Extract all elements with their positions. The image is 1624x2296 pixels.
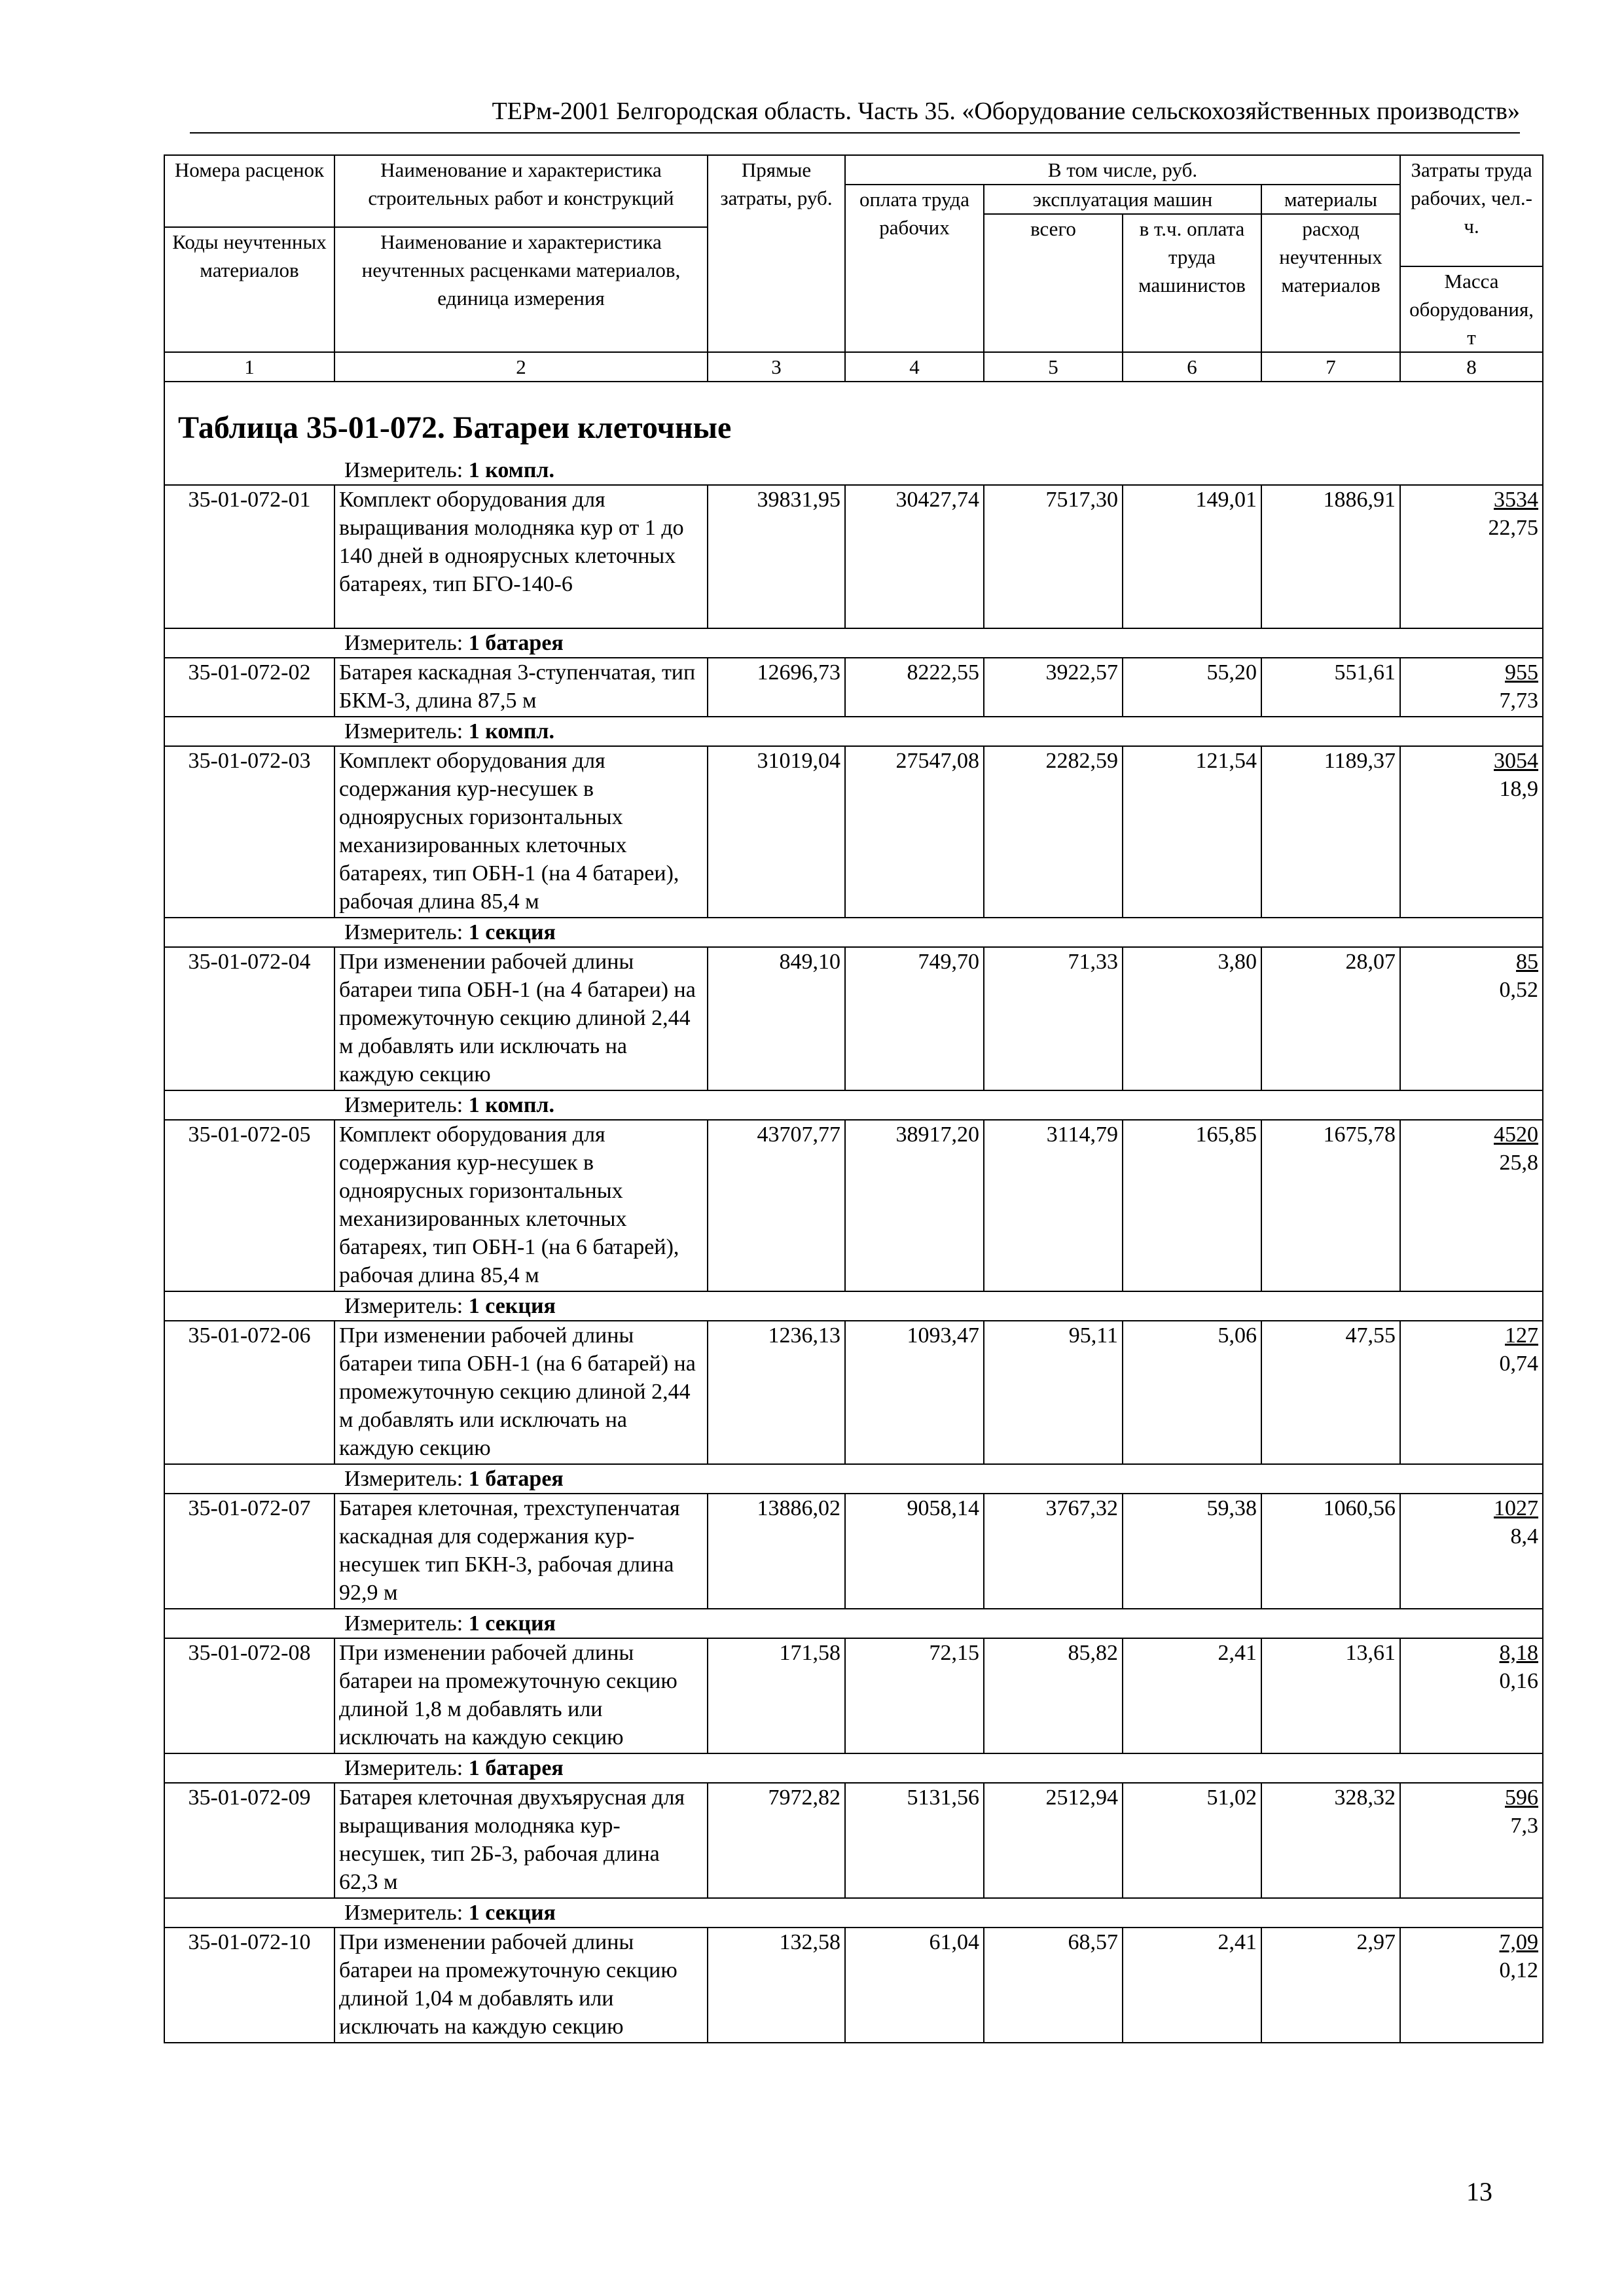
measure-unit: 1 компл. — [468, 1093, 555, 1117]
materials-cost: 1675,78 — [1261, 1120, 1400, 1291]
rate-code: 35-01-072-09 — [164, 1783, 334, 1898]
materials-cost: 1886,91 — [1261, 485, 1400, 628]
measure-unit: 1 секция — [468, 920, 556, 944]
rate-code: 35-01-072-02 — [164, 658, 334, 717]
direct-costs: 849,10 — [708, 947, 845, 1090]
rate-code: 35-01-072-06 — [164, 1321, 334, 1464]
rate-name: Комплект оборудования для содержания кур-несушек в одноярусных горизонтальных механизированных клеточных батареях, тип ОБН-1 (на 4 батареи), рабочая длина 85,4 м — [334, 746, 708, 918]
labor-hours: 4520 — [1494, 1122, 1539, 1147]
table-row — [164, 1928, 1543, 2043]
machine-labor-cost: 149,01 — [1123, 485, 1261, 628]
equipment-mass: 22,75 — [1488, 516, 1539, 540]
equipment-mass: 0,52 — [1499, 978, 1539, 1002]
labor-cost: 1093,47 — [845, 1321, 984, 1464]
labor-cost: 8222,55 — [845, 658, 984, 717]
materials-cost: 28,07 — [1261, 947, 1400, 1090]
measure-row — [164, 1090, 1543, 1120]
rate-code: 35-01-072-10 — [164, 1928, 334, 2043]
rate-code: 35-01-072-07 — [164, 1494, 334, 1609]
col-number: 8 — [1400, 352, 1543, 382]
table-row — [164, 1638, 1543, 1753]
labor-hours: 127 — [1505, 1323, 1539, 1348]
labor-hours: 7,09 — [1499, 1930, 1539, 1954]
machine-cost: 71,33 — [984, 947, 1123, 1090]
direct-costs: 12696,73 — [708, 658, 845, 717]
equipment-mass: 25,8 — [1499, 1151, 1539, 1175]
col-group-mach-header: эксплуатация машин — [1032, 188, 1213, 211]
rate-code: 35-01-072-08 — [164, 1638, 334, 1753]
measure-label: Измеритель: — [344, 631, 463, 655]
equipment-mass: 0,16 — [1499, 1669, 1539, 1693]
labor-cost: 9058,14 — [845, 1494, 984, 1609]
col-number: 6 — [1123, 352, 1261, 382]
rates-table — [164, 154, 1543, 2043]
labor-hours: 1027 — [1494, 1496, 1539, 1520]
col-mach-total-header: всего — [1030, 217, 1076, 240]
table-row — [164, 1321, 1543, 1464]
measure-label: Измеритель: — [344, 1611, 463, 1636]
equipment-mass: 7,3 — [1510, 1814, 1539, 1838]
machine-labor-cost: 59,38 — [1123, 1494, 1261, 1609]
col-mat-name-header: Наименование и характеристика неучтенных расценками материалов, единица измерения — [361, 230, 681, 310]
labor-cost: 30427,74 — [845, 485, 984, 628]
measure-row — [164, 1291, 1543, 1321]
table-row — [164, 1494, 1543, 1609]
col-number: 3 — [708, 352, 845, 382]
direct-costs: 1236,13 — [708, 1321, 845, 1464]
col-number: 4 — [845, 352, 984, 382]
measure-row — [164, 456, 1543, 485]
measure-unit: 1 батарея — [468, 1467, 564, 1491]
materials-cost: 13,61 — [1261, 1638, 1400, 1753]
col-materials-header: расход неучтенных материалов — [1279, 217, 1382, 296]
measure-unit: 1 батарея — [468, 631, 564, 655]
direct-costs: 132,58 — [708, 1928, 845, 2043]
direct-costs: 31019,04 — [708, 746, 845, 918]
rate-name: Батарея клеточная, трехступенчатая каскадная для содержания кур-несушек тип БКН-3, рабочая длина 92,9 м — [334, 1494, 708, 1609]
machine-labor-cost: 2,41 — [1123, 1928, 1261, 2043]
table-row — [164, 947, 1543, 1090]
machine-cost: 3114,79 — [984, 1120, 1123, 1291]
rate-name: При изменении рабочей длины батареи типа ОБН-1 (на 4 батареи) на промежуточную секцию длиной 2,44 м добавлять или исключать на каждую секцию — [334, 947, 708, 1090]
measure-label: Измеритель: — [344, 1756, 463, 1780]
col-mass-header: Масса оборудования, т — [1409, 270, 1534, 349]
rate-code: 35-01-072-04 — [164, 947, 334, 1090]
rate-name: При изменении рабочей длины батареи на промежуточную секцию длиной 1,04 м добавлять или исключать на каждую секцию — [334, 1928, 708, 2043]
measure-row — [164, 1464, 1543, 1494]
machine-cost: 2512,94 — [984, 1783, 1123, 1898]
col-mat-codes-header: Коды неучтенных материалов — [172, 230, 327, 281]
col-labor-hours-header: Затраты труда рабочих, чел.-ч. — [1411, 158, 1532, 238]
direct-costs: 7972,82 — [708, 1783, 845, 1898]
direct-costs: 39831,95 — [708, 485, 845, 628]
machine-labor-cost: 5,06 — [1123, 1321, 1261, 1464]
machine-cost: 3922,57 — [984, 658, 1123, 717]
machine-labor-cost: 3,80 — [1123, 947, 1261, 1090]
machine-labor-cost: 51,02 — [1123, 1783, 1261, 1898]
materials-cost: 328,32 — [1261, 1783, 1400, 1898]
col-number: 1 — [164, 352, 334, 382]
table-row — [164, 1783, 1543, 1898]
rate-name: Комплект оборудования для содержания кур-несушек в одноярусных горизонтальных механизированных клеточных батареях, тип ОБН-1 (на 6 батарей), рабочая длина 85,4 м — [334, 1120, 708, 1291]
col-number: 5 — [984, 352, 1123, 382]
table-row — [164, 746, 1543, 918]
rate-name: Батарея клеточная двухъярусная для выращивания молодняка кур-несушек, тип 2Б-3, рабочая длина 62,3 м — [334, 1783, 708, 1898]
page-number: 13 — [1466, 2177, 1492, 2206]
rate-code: 35-01-072-03 — [164, 746, 334, 918]
labor-hours: 85 — [1516, 950, 1539, 974]
equipment-mass: 0,74 — [1499, 1352, 1539, 1376]
col-number: 2 — [334, 352, 708, 382]
measure-label: Измеритель: — [344, 458, 463, 482]
measure-label: Измеритель: — [344, 1467, 463, 1491]
measure-row — [164, 1753, 1543, 1783]
machine-labor-cost: 2,41 — [1123, 1638, 1261, 1753]
labor-hours: 3534 — [1494, 488, 1539, 512]
labor-hours: 3054 — [1494, 749, 1539, 773]
materials-cost: 551,61 — [1261, 658, 1400, 717]
measure-unit: 1 компл. — [468, 458, 555, 482]
col-direct-header: Прямые затраты, руб. — [720, 158, 833, 209]
labor-hours: 596 — [1505, 1785, 1539, 1810]
measure-label: Измеритель: — [344, 719, 463, 744]
materials-cost: 47,55 — [1261, 1321, 1400, 1464]
measure-row — [164, 628, 1543, 658]
header-rule — [190, 132, 1520, 134]
col-group-incl-header: В том числе, руб. — [1047, 158, 1198, 181]
machine-cost: 68,57 — [984, 1928, 1123, 2043]
measure-unit: 1 батарея — [468, 1756, 564, 1780]
labor-cost: 27547,08 — [845, 746, 984, 918]
col-name-header: Наименование и характеристика строительных работ и конструкций — [368, 158, 674, 209]
measure-label: Измеритель: — [344, 1901, 463, 1925]
measure-unit: 1 секция — [468, 1901, 556, 1925]
equipment-mass: 18,9 — [1499, 777, 1539, 801]
labor-cost: 5131,56 — [845, 1783, 984, 1898]
col-codes-header: Номера расценок — [174, 158, 325, 181]
labor-cost: 38917,20 — [845, 1120, 984, 1291]
measure-row — [164, 1898, 1543, 1928]
measure-row — [164, 1609, 1543, 1638]
measure-unit: 1 компл. — [468, 719, 555, 744]
table-row — [164, 658, 1543, 717]
labor-hours: 955 — [1505, 660, 1539, 685]
rate-name: При изменении рабочей длины батареи типа ОБН-1 (на 6 батарей) на промежуточную секцию длиной 2,44 м добавлять или исключать на каждую секцию — [334, 1321, 708, 1464]
direct-costs: 171,58 — [708, 1638, 845, 1753]
labor-cost: 61,04 — [845, 1928, 984, 2043]
direct-costs: 43707,77 — [708, 1120, 845, 1291]
measure-label: Измеритель: — [344, 1093, 463, 1117]
col-labor-header: оплата труда рабочих — [859, 188, 970, 239]
col-group-mat-header: материалы — [1284, 188, 1378, 211]
direct-costs: 13886,02 — [708, 1494, 845, 1609]
measure-label: Измеритель: — [344, 920, 463, 944]
measure-unit: 1 секция — [468, 1294, 556, 1318]
machine-labor-cost: 121,54 — [1123, 746, 1261, 918]
equipment-mass: 8,4 — [1510, 1524, 1539, 1549]
rate-name: При изменении рабочей длины батареи на промежуточную секцию длиной 1,8 м добавлять или исключать на каждую секцию — [334, 1638, 708, 1753]
equipment-mass: 7,73 — [1499, 689, 1539, 713]
machine-cost: 95,11 — [984, 1321, 1123, 1464]
table-title: Таблица 35-01-072. Батареи клеточные — [178, 410, 732, 445]
rate-code: 35-01-072-01 — [164, 485, 334, 628]
measure-row — [164, 717, 1543, 746]
rate-name: Комплект оборудования для выращивания молодняка кур от 1 до 140 дней в одноярусных клеточных батареях, тип БГО-140-6 — [334, 485, 708, 628]
machine-labor-cost: 55,20 — [1123, 658, 1261, 717]
measure-row — [164, 918, 1543, 947]
table-row — [164, 485, 1543, 628]
rate-name: Батарея каскадная 3-ступенчатая, тип БКМ-3, длина 87,5 м — [334, 658, 708, 717]
rate-code: 35-01-072-05 — [164, 1120, 334, 1291]
table-row — [164, 1120, 1543, 1291]
col-mach-labor-header: в т.ч. оплата труда машинистов — [1138, 217, 1246, 296]
running-header: ТЕРм-2001 Белгородская область. Часть 35. «Оборудование сельскохозяйственных производств» — [492, 98, 1520, 125]
equipment-mass: 0,12 — [1499, 1958, 1539, 1982]
materials-cost: 1189,37 — [1261, 746, 1400, 918]
materials-cost: 1060,56 — [1261, 1494, 1400, 1609]
machine-cost: 3767,32 — [984, 1494, 1123, 1609]
machine-labor-cost: 165,85 — [1123, 1120, 1261, 1291]
measure-label: Измеритель: — [344, 1294, 463, 1318]
machine-cost: 2282,59 — [984, 746, 1123, 918]
machine-cost: 7517,30 — [984, 485, 1123, 628]
measure-unit: 1 секция — [468, 1611, 556, 1636]
machine-cost: 85,82 — [984, 1638, 1123, 1753]
labor-cost: 72,15 — [845, 1638, 984, 1753]
materials-cost: 2,97 — [1261, 1928, 1400, 2043]
labor-hours: 8,18 — [1499, 1641, 1539, 1665]
labor-cost: 749,70 — [845, 947, 984, 1090]
col-number: 7 — [1261, 352, 1400, 382]
